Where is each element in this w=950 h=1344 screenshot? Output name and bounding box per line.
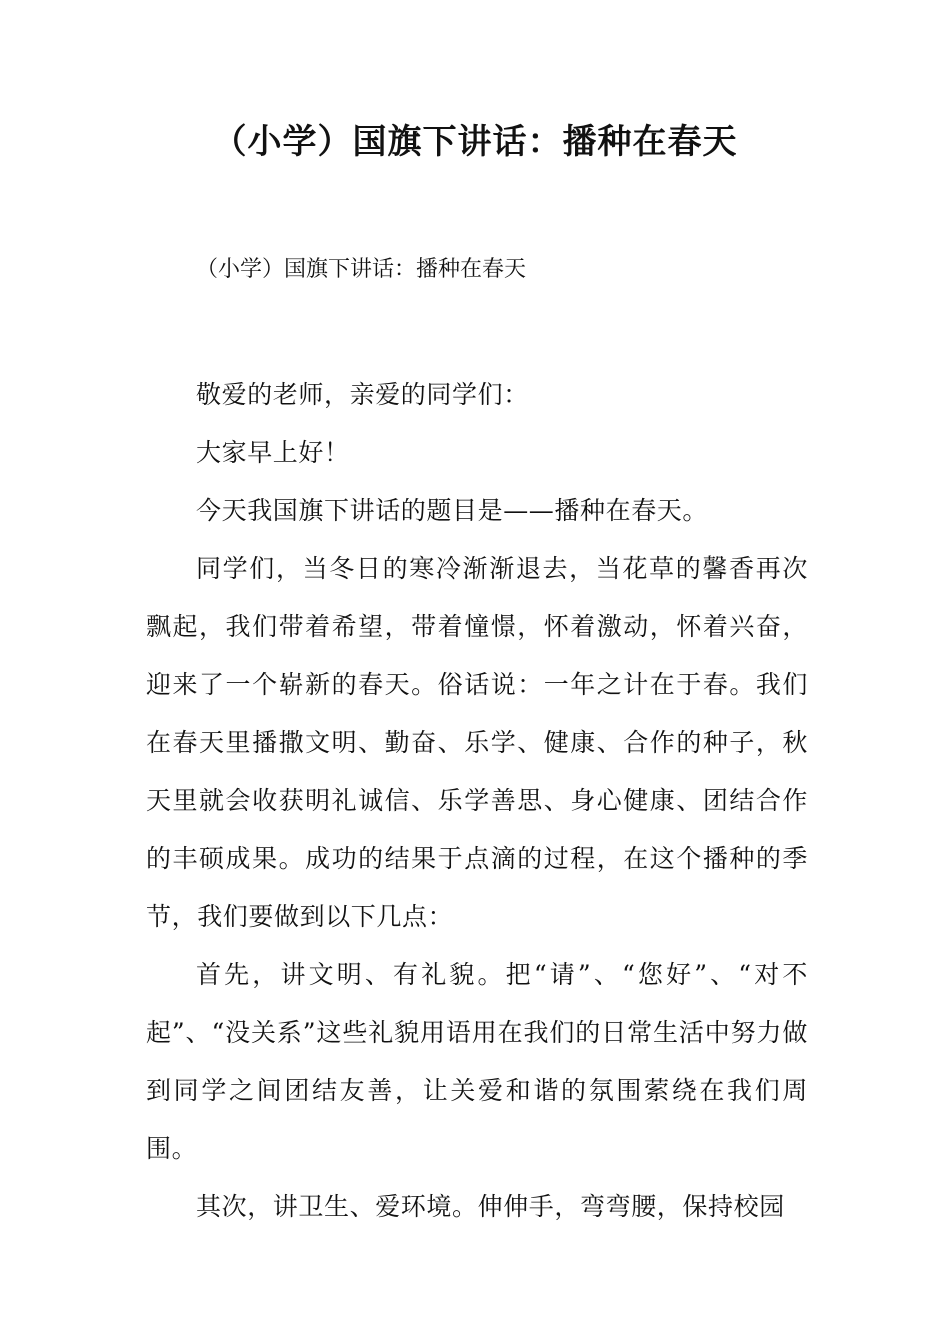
document-subtitle: （小学）国旗下讲话：播种在春天 [196,257,527,282]
document-body [146,366,808,1236]
paragraph-greeting: 敬爱的老师，亲爱的同学们： [196,380,529,409]
paragraph-topic: 今天我国旗下讲话的题目是——播种在春天。 [196,496,709,525]
paragraph-intro: 同学们，当冬日的寒冷渐渐退去，当花草的馨香再次飘起，我们带着希望，带着憧憬，怀着激动，怀着兴奋，迎来了一个崭新的春天。俗话说：一年之计在于春。我们在春天里播撒文明、勤奋、乐学、健康、合作的种子，秋天里就会收获明礼诚信、乐学善思、身心健康、团结合作的丰硕成果。成功的结果于点滴的过程，在这个播种的季节，我们要做到以下几点： [146,554,808,931]
paragraph-second-point: 其次，讲卫生、爱环境。伸伸手，弯弯腰，保持校园 [196,1192,785,1221]
document-title: （小学）国旗下讲话：播种在春天 [212,122,738,162]
paragraph-first-point: 首先，讲文明、有礼貌。把“请”、“您好”、“对不起”、“没关系”这些礼貌用语用在我们的日常生活中努力做到同学之间团结友善，让关爱和谐的氛围萦绕在我们周围。 [146,960,808,1163]
paragraph-morning: 大家早上好！ [196,438,350,467]
